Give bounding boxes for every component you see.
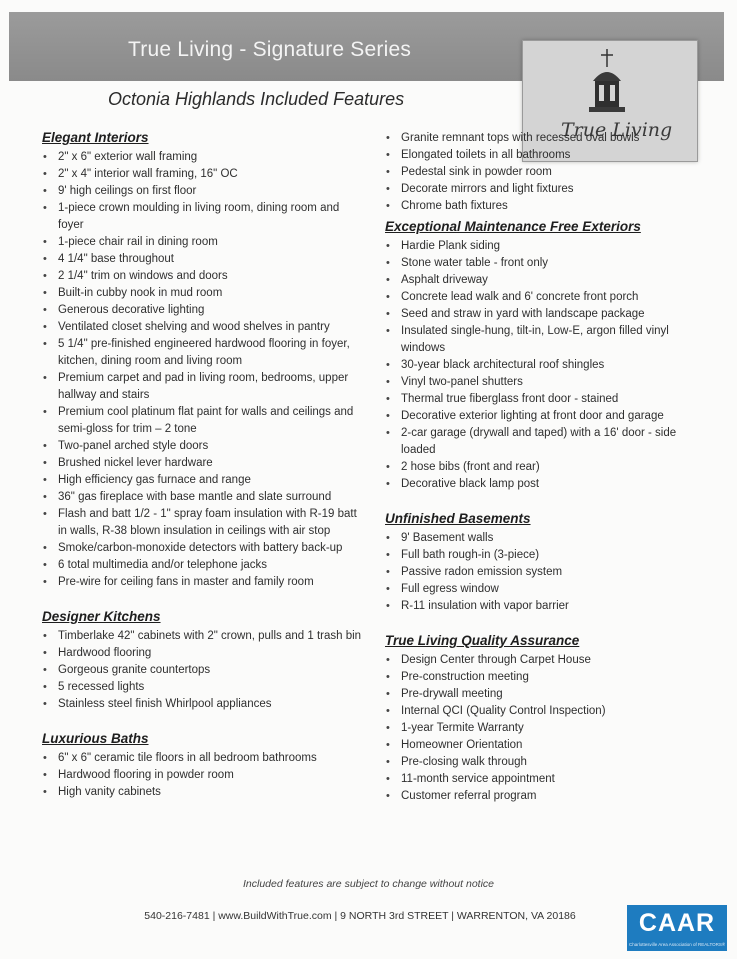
list-item: • R-11 insulation with vapor barrier [385,598,695,615]
list-item: • 2" x 4" interior wall framing, 16" OC [42,166,362,183]
list-item: • 1-piece crown moulding in living room, dining room and foyer [42,200,362,234]
list-item: • Generous decorative lighting [42,302,362,319]
list-item: • Homeowner Orientation [385,737,695,754]
list-item: • 2" x 6" exterior wall framing [42,149,362,166]
list-item: • Passive radon emission system [385,564,695,581]
list-item: • 5 recessed lights [42,679,362,696]
list-item: • Flash and batt 1/2 - 1" spray foam insulation with R-19 batt in walls, R-38 blown insulation in ceilings with air stop [42,506,362,540]
list-item: • Thermal true fiberglass front door - stained [385,391,695,408]
section-title: Designer Kitchens [42,609,161,624]
left-column [42,130,362,819]
list-item: • Pre-closing walk through [385,754,695,771]
feature-list [42,750,362,801]
list-item: • 2 1/4" trim on windows and doors [42,268,362,285]
list-item: • 4 1/4" base throughout [42,251,362,268]
list-item: • Pre-construction meeting [385,669,695,686]
logo-text: True Living [561,119,673,141]
list-item: • Decorative black lamp post [385,476,695,493]
list-item: • Vinyl two-panel shutters [385,374,695,391]
list-item: • Pre-drywall meeting [385,686,695,703]
list-item: • 30-year black architectural roof shingles [385,357,695,374]
section-title: Elegant Interiors [42,130,149,145]
list-item: • Stainless steel finish Whirlpool appliances [42,696,362,713]
features-title: Octonia Highlands Included Features [108,89,405,109]
list-item: • Concrete lead walk and 6' concrete front porch [385,289,695,306]
list-item: • Gorgeous granite countertops [42,662,362,679]
feature-list [385,238,695,493]
caar-subtitle: Charlottesville Area Association of REALTORS® [629,942,725,947]
list-item: • Premium cool platinum flat paint for walls and ceilings and semi-gloss for trim – 2 tone [42,404,362,438]
section-luxurious-baths [42,731,362,801]
list-item: • Ventilated closet shelving and wood shelves in pantry [42,319,362,336]
section-title: Exceptional Maintenance Free Exteriors [385,219,641,234]
list-item: • Two-panel arched style doors [42,438,362,455]
list-item: • 5 1/4" pre-finished engineered hardwood flooring in foyer, kitchen, dining room and living room [42,336,362,370]
right-column [385,130,695,823]
list-item: • 1-year Termite Warranty [385,720,695,737]
section-title: Luxurious Baths [42,731,149,746]
list-item: • 36" gas fireplace with base mantle and slate surround [42,489,362,506]
list-item: • Hardwood flooring in powder room [42,767,362,784]
section-designer-kitchens [42,609,362,713]
section-elegant-interiors [42,130,362,591]
list-item: • Brushed nickel lever hardware [42,455,362,472]
section-basements [385,511,695,615]
list-item: • Decorate mirrors and light fixtures [385,181,695,198]
section-baths-continued [385,130,695,215]
list-item: • Pre-wire for ceiling fans in master and family room [42,574,362,591]
list-item: • 6 total multimedia and/or telephone jacks [42,557,362,574]
list-item: • 1-piece chair rail in dining room [42,234,362,251]
list-item: • 11-month service appointment [385,771,695,788]
list-item: • Insulated single-hung, tilt-in, Low-E, argon filled vinyl windows [385,323,695,357]
caar-logo [627,905,727,951]
list-item: • Granite remnant tops with recessed oval bowls [385,130,695,147]
list-item: • Premium carpet and pad in living room, bedrooms, upper hallway and stairs [42,370,362,404]
feature-list [385,130,695,215]
feature-list [385,652,695,805]
list-item: • Hardwood flooring [42,645,362,662]
list-item: • Design Center through Carpet House [385,652,695,669]
list-item: • Stone water table - front only [385,255,695,272]
feature-list [42,628,362,713]
list-item: • Decorative exterior lighting at front door and garage [385,408,695,425]
section-title: Unfinished Basements [385,511,531,526]
list-item: • Elongated toilets in all bathrooms [385,147,695,164]
feature-list [385,530,695,615]
list-item: • Customer referral program [385,788,695,805]
disclaimer: Included features are subject to change without notice [243,878,494,890]
list-item: • Internal QCI (Quality Control Inspection) [385,703,695,720]
section-quality-assurance [385,633,695,805]
list-item: • Hardie Plank siding [385,238,695,255]
caar-word: CAAR [638,909,716,937]
list-item: • 9' Basement walls [385,530,695,547]
feature-list [42,149,362,591]
list-item: • 2 hose bibs (front and rear) [385,459,695,476]
list-item: • Full egress window [385,581,695,598]
list-item: • 9' high ceilings on first floor [42,183,362,200]
list-item: • 6" x 6" ceramic tile floors in all bedroom bathrooms [42,750,362,767]
list-item: • Full bath rough-in (3-piece) [385,547,695,564]
list-item: • Seed and straw in yard with landscape package [385,306,695,323]
list-item: • Timberlake 42" cabinets with 2" crown, pulls and 1 trash bin [42,628,362,645]
list-item: • 2-car garage (drywall and taped) with a 16' door - side loaded [385,425,695,459]
series-title: True Living - Signature Series [128,38,412,61]
list-item: • Pedestal sink in powder room [385,164,695,181]
contact-line: 540-216-7481 | www.BuildWithTrue.com | 9 NORTH 3rd STREET | WARRENTON, VA 20186 [144,910,576,922]
list-item: • High efficiency gas furnace and range [42,472,362,489]
section-exteriors [385,219,695,493]
section-title: True Living Quality Assurance [385,633,580,648]
list-item: • Chrome bath fixtures [385,198,695,215]
list-item: • Asphalt driveway [385,272,695,289]
list-item: • High vanity cabinets [42,784,362,801]
list-item: • Smoke/carbon-monoxide detectors with battery back-up [42,540,362,557]
list-item: • Built-in cubby nook in mud room [42,285,362,302]
